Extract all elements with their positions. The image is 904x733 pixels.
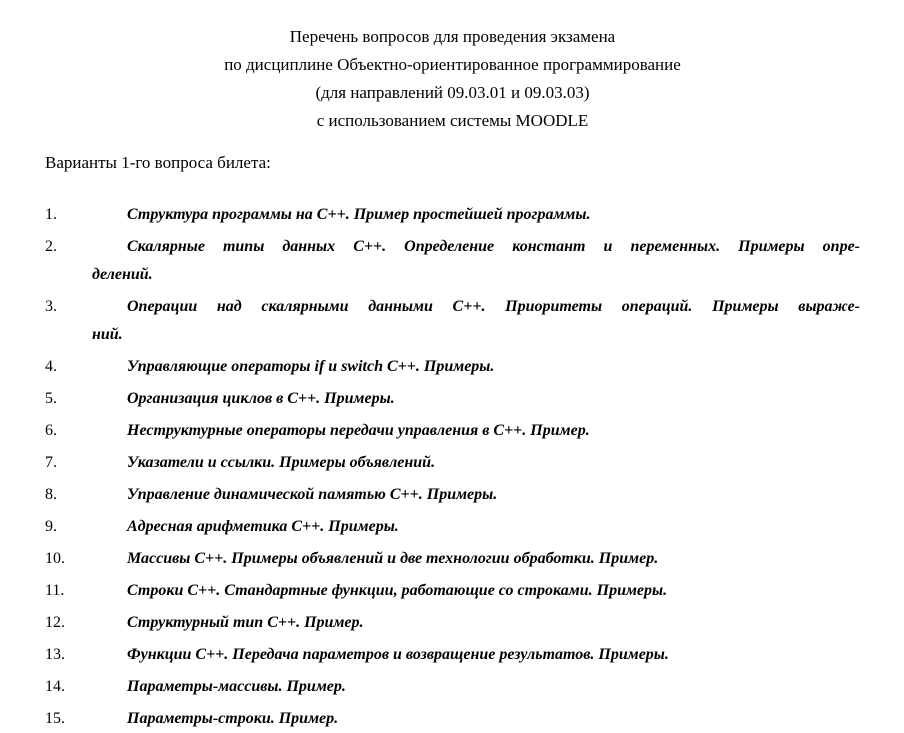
item-text-line: Параметры-строки. Пример. bbox=[127, 710, 339, 727]
item-number: 3. bbox=[45, 298, 57, 315]
item-text bbox=[92, 705, 860, 733]
item-text bbox=[92, 609, 860, 637]
item-text-line: Параметры-массивы. Пример. bbox=[127, 678, 346, 695]
item-number: 6. bbox=[45, 422, 57, 439]
title-line-4: с использованием системы MOODLE bbox=[316, 111, 589, 130]
list-item bbox=[0, 233, 860, 289]
item-text-line: Управляющие операторы if и switch С++. Примеры. bbox=[127, 358, 495, 375]
list-item bbox=[0, 609, 860, 637]
item-text-line: Управление динамической памятью С++. Примеры. bbox=[127, 486, 498, 503]
list-item bbox=[0, 449, 860, 477]
title-line-3: (для направлений 09.03.01 и 09.03.03) bbox=[315, 83, 590, 102]
item-text bbox=[92, 449, 860, 477]
item-text-line: Функции С++. Передача параметров и возвращение результатов. Примеры. bbox=[127, 646, 669, 663]
item-number: 2. bbox=[45, 238, 57, 255]
item-text-line: Скалярные типы данных С++. Определение констант и переменных. Примеры опре- bbox=[127, 238, 860, 255]
item-text-continuation: ний. bbox=[92, 326, 123, 343]
item-text bbox=[92, 673, 860, 701]
item-number: 8. bbox=[45, 486, 57, 503]
list-item bbox=[0, 513, 860, 541]
list-item bbox=[0, 705, 860, 733]
item-text-line: Структурный тип С++. Пример. bbox=[127, 614, 364, 631]
item-text bbox=[92, 641, 860, 669]
item-text bbox=[92, 201, 860, 229]
list-item bbox=[0, 293, 860, 349]
item-text-line: Операции над скалярными данными С++. Приоритеты операций. Примеры выраже- bbox=[127, 298, 860, 315]
item-text-line: Структура программы на С++. Пример простейшей программы. bbox=[127, 206, 591, 223]
list-item bbox=[0, 201, 860, 229]
item-text-line: Неструктурные операторы передачи управления в С++. Пример. bbox=[127, 422, 590, 439]
title-line-2: по дисциплине Объектно-ориентированное программирование bbox=[224, 55, 681, 74]
title-line-1: Перечень вопросов для проведения экзамена bbox=[289, 27, 616, 46]
item-number: 7. bbox=[45, 454, 57, 471]
list-item bbox=[0, 673, 860, 701]
list-item bbox=[0, 545, 860, 573]
item-text-line: Адресная арифметика С++. Примеры. bbox=[127, 518, 399, 535]
document-title bbox=[0, 23, 860, 135]
item-text-line: Массивы С++. Примеры объявлений и две технологии обработки. Пример. bbox=[127, 550, 659, 567]
item-number: 5. bbox=[45, 390, 57, 407]
item-text bbox=[92, 577, 860, 605]
item-text bbox=[92, 353, 860, 381]
item-number: 9. bbox=[45, 518, 57, 535]
item-text-line: Указатели и ссылки. Примеры объявлений. bbox=[127, 454, 436, 471]
section-heading: Варианты 1-го вопроса билета: bbox=[45, 153, 271, 172]
item-text bbox=[92, 293, 860, 349]
item-text bbox=[92, 513, 860, 541]
item-number: 15. bbox=[45, 710, 65, 727]
list-item bbox=[0, 577, 860, 605]
item-number: 10. bbox=[45, 550, 65, 567]
item-text bbox=[92, 385, 860, 413]
item-text bbox=[92, 233, 860, 289]
list-item bbox=[0, 385, 860, 413]
item-number: 13. bbox=[45, 646, 65, 663]
item-text bbox=[92, 545, 860, 573]
item-text bbox=[92, 417, 860, 445]
list-item bbox=[0, 481, 860, 509]
item-number: 11. bbox=[45, 582, 65, 599]
item-text-line: Строки С++. Стандартные функции, работающие со строками. Примеры. bbox=[127, 582, 668, 599]
list-item bbox=[0, 353, 860, 381]
item-number: 14. bbox=[45, 678, 65, 695]
item-number: 1. bbox=[45, 206, 57, 223]
list-item bbox=[0, 417, 860, 445]
list-item bbox=[0, 641, 860, 669]
questions-list bbox=[0, 201, 860, 733]
item-number: 4. bbox=[45, 358, 57, 375]
item-text bbox=[92, 481, 860, 509]
item-text-continuation: делений. bbox=[92, 266, 153, 283]
item-text-line: Организация циклов в С++. Примеры. bbox=[127, 390, 395, 407]
item-number: 12. bbox=[45, 614, 65, 631]
